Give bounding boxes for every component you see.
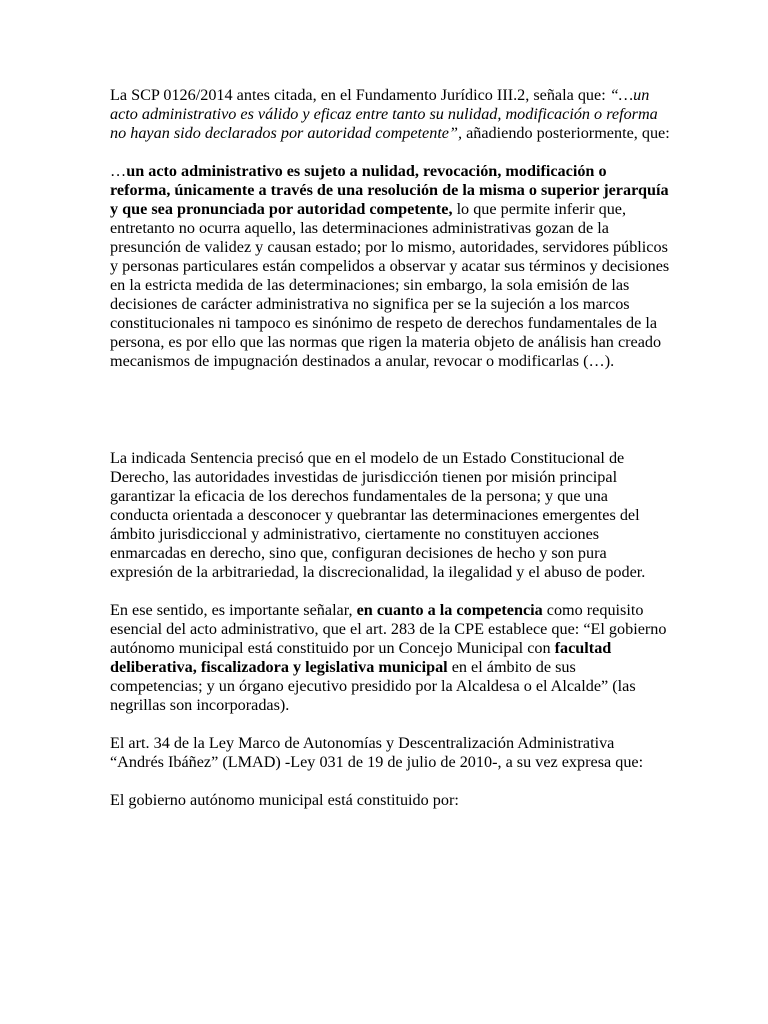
document-page — [110, 86, 670, 810]
paragraph-4-bold1: en cuanto a la competencia — [356, 601, 543, 619]
paragraph-gobierno-municipal: El gobierno autónomo municipal está constituido por: — [110, 791, 459, 809]
paragraph-scp-citation — [110, 86, 670, 143]
paragraph-4-part1: En ese sentido, es importante señalar, — [110, 601, 357, 619]
paragraph-competencia — [110, 601, 670, 715]
paragraph-2-ellipsis: … — [110, 162, 127, 180]
paragraph-1-lead: La SCP 0126/2014 antes citada, en el Fundamento Jurídico III.2, señala que: — [110, 86, 606, 104]
paragraph-quoted-excerpt — [110, 162, 670, 371]
paragraph-sentencia: La indicada Sentencia precisó que en el modelo de un Estado Constitucional de Derecho, las autoridades investidas de jurisdicción tienen por misión principal garantizar la eficacia de los derechos fundamentales de la persona; y que una conducta orientada a desconocer y quebrantar las determinaciones emergentes del ámbito jurisdiccional y administrativo, ciertamente no constituyen acciones enmarcadas en derecho, sino que, configuran decisiones de hecho y son pura expresión de la arbitrariedad, la discrecionalidad, la ilegalidad y el abuso de poder. — [110, 449, 646, 581]
paragraph-2-bold: un acto administrativo es sujeto a nulidad, revocación, modificación o reforma, únicamente a través de una resolución de la misma o superior jerarquía y que sea pronunciada por autoridad competente, — [110, 162, 669, 218]
paragraph-4-bold2: facultad deliberativa, fiscalizadora y legislativa municipal — [110, 639, 612, 676]
paragraph-2-rest: lo que permite inferir que, entretanto no ocurra aquello, las determinaciones administrativas gozan de la presunción de validez y causan estado; por lo mismo, autoridades, servidores públicos y personas particulares están compelidos a observar y acatar sus términos y decisiones en la estricta medida de las determinaciones; sin embargo, la sola emisión de las decisiones de carácter administrativa no significa per se la sujeción a los marcos constitucionales ni tampoco es sinónimo de respeto de derechos fundamentales de la persona, es por ello que las normas que rigen la materia objeto de análisis han creado mecanismos de impugnación destinados a anular, revocar o modificarlas (…). — [110, 200, 670, 370]
paragraph-4-part2: como requisito esencial del acto administrativo, que el art. 283 de la CPE establece que: “El gobierno autónomo municipal está constituido por un Concejo Municipal con — [110, 601, 667, 657]
paragraph-1-quote: “…un acto administrativo es válido y eficaz entre tanto su nulidad, modificación o reforma no hayan sido declarados por autoridad competente”, — [110, 86, 658, 142]
paragraph-lmad: El art. 34 de la Ley Marco de Autonomías y Descentralización Administrativa “Andrés Ibáñez” (LMAD) -Ley 031 de 19 de julio de 2010-, a su vez expresa que: — [110, 734, 644, 771]
blank-space — [110, 371, 670, 449]
paragraph-4-part3: en el ámbito de sus competencias; y un órgano ejecutivo presidido por la Alcaldesa o el Alcalde” (las negrillas son incorporadas). — [110, 658, 636, 714]
paragraph-1-tail: añadiendo posteriormente, que: — [466, 124, 670, 142]
